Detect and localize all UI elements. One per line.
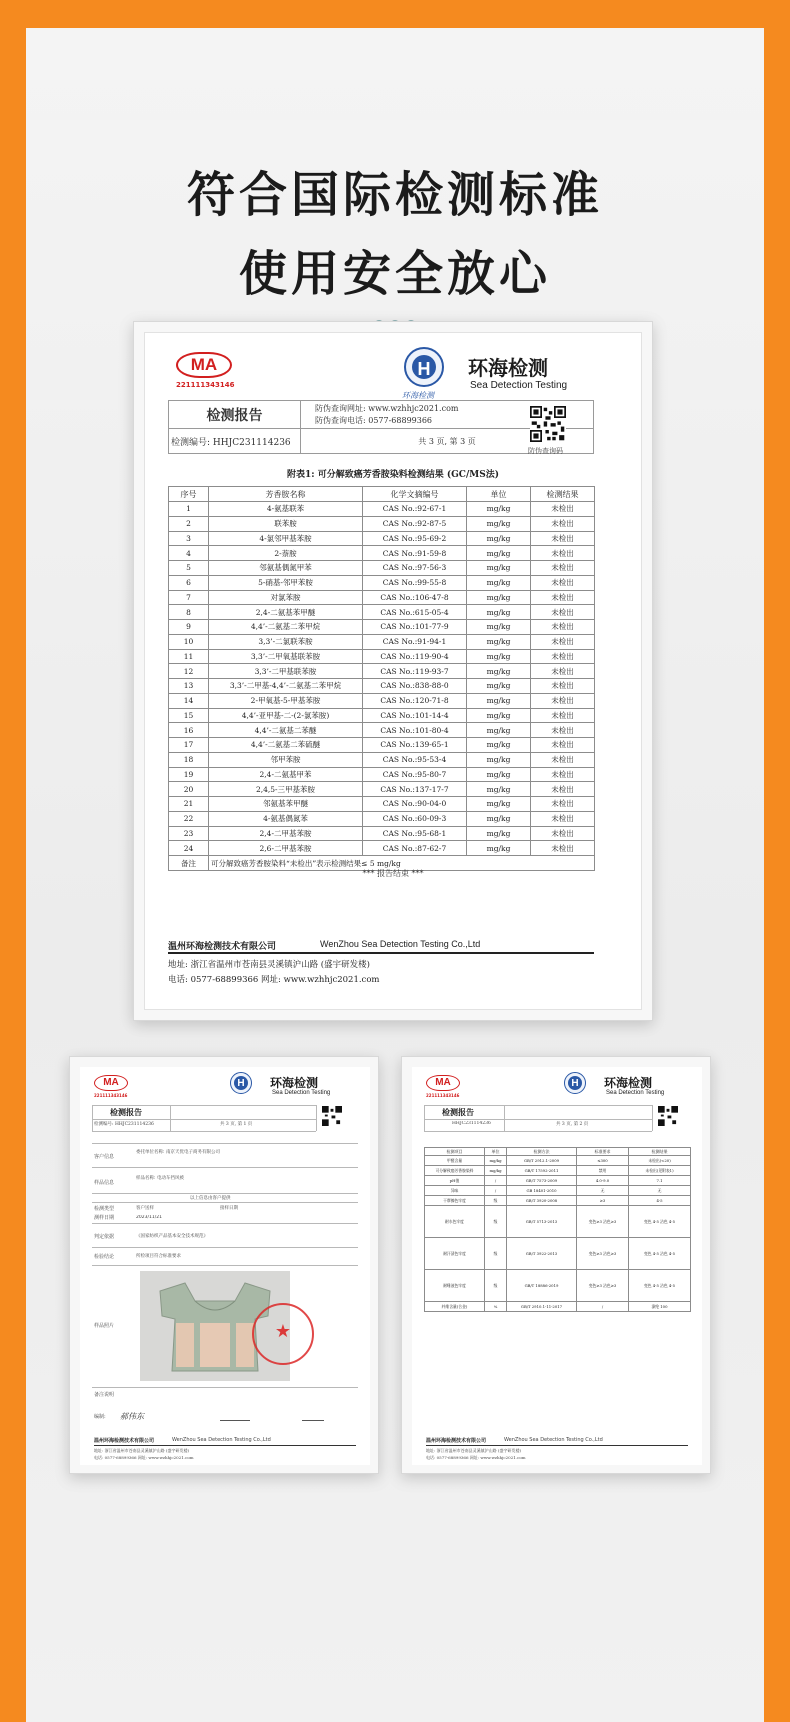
table-row: [169, 752, 595, 767]
right-cell: 变色≥3 沾色≥3: [577, 1238, 629, 1270]
cell-index: 5: [169, 561, 209, 576]
cma-mark-text: MA: [190, 355, 218, 374]
cell-index: 10: [169, 634, 209, 649]
cell-cas: CAS No.:119-93-7: [363, 664, 467, 679]
right-cell: 无: [577, 1186, 629, 1196]
cell-cas: CAS No.:95-69-2: [363, 531, 467, 546]
footer-contact: 电话: 0577-68899366 网址: www.wzhhjc2021.com: [168, 975, 380, 985]
table-row: [169, 693, 595, 708]
right-cell: 变色≥3 沾色≥3: [577, 1270, 629, 1302]
table-row: [169, 531, 595, 546]
cell-index: 7: [169, 590, 209, 605]
cell-result: 未检出: [531, 767, 595, 782]
left-basis-label: 判定依据: [94, 1234, 115, 1240]
left-footer-contact: 电话: 0577-68899366 网址: www.wzhhjc2021.com: [94, 1455, 194, 1460]
right-cell: pH值: [425, 1176, 485, 1186]
cell-unit: mg/kg: [467, 664, 531, 679]
cell-result: 未检出: [531, 723, 595, 738]
right-cell: 未检出(<20): [629, 1156, 691, 1166]
table-row: [169, 767, 595, 782]
cell-index: 19: [169, 767, 209, 782]
cell-cas: CAS No.:87-62-7: [363, 841, 467, 856]
appendix-title: 附表1: 可分解致癌芳香胺染料检测结果 (GC/MS法): [287, 470, 499, 480]
cell-name: 邻氨基偶氮甲苯: [209, 561, 363, 576]
table-row: [169, 826, 595, 841]
cell-name: 4,4’-亚甲基-二-(2-氯苯胺): [209, 708, 363, 723]
left-client-text: 委托单位名称: 南京天优电子商务有限公司: [136, 1150, 220, 1155]
left-cma-logo: MA: [94, 1075, 128, 1091]
cell-index: 20: [169, 782, 209, 797]
right-table-row: [425, 1156, 691, 1166]
cell-name: 4,4’-二氨基二苯硫醚: [209, 738, 363, 753]
cell-index: 9: [169, 620, 209, 635]
cell-cas: CAS No.:91-94-1: [363, 634, 467, 649]
cell-unit: mg/kg: [467, 516, 531, 531]
lab-name-en: Sea Detection Testing: [470, 380, 568, 391]
cell-unit: mg/kg: [467, 620, 531, 635]
col-header-unit: 单位: [467, 487, 531, 502]
cell-cas: CAS No.:60-09-3: [363, 811, 467, 826]
cell-name: 3,3’-二甲基联苯胺: [209, 664, 363, 679]
right-cma-logo: MA: [426, 1075, 460, 1091]
cell-name: 4,4’-二氨基二苯醚: [209, 723, 363, 738]
footer-address: 地址: 浙江省温州市苍南县灵溪镇沪山路 (盛宇研发楼): [168, 960, 370, 970]
right-cell: 变色≥3 沾色≥3: [577, 1206, 629, 1238]
table-row: [169, 811, 595, 826]
col-header-result: 检测结果: [531, 487, 595, 502]
remark-label: 备注: [169, 856, 209, 871]
right-cell: /: [577, 1302, 629, 1312]
remark-text: 可分解致癌芳香胺染料“未检出”表示检测结果≤ 5 mg/kg: [209, 856, 595, 871]
left-remarks-label: 备注说明: [94, 1392, 115, 1398]
cell-result: 未检出: [531, 649, 595, 664]
right-cell: 变色 4-5 沾色 4-5: [629, 1238, 691, 1270]
cell-index: 4: [169, 546, 209, 561]
right-cell: GB/T 2910.1-11-2017: [507, 1302, 577, 1312]
right-table-row: [425, 1206, 691, 1238]
cma-logo: [176, 352, 232, 378]
cell-name: 2-萘胺: [209, 546, 363, 561]
right-cell: ≥3: [577, 1196, 629, 1206]
cell-index: 21: [169, 797, 209, 812]
right-cell: mg/kg: [485, 1156, 507, 1166]
cell-name: 3,3’-二氯联苯胺: [209, 634, 363, 649]
cell-unit: mg/kg: [467, 708, 531, 723]
cell-unit: mg/kg: [467, 752, 531, 767]
right-cell: GB/T 5713-2013: [507, 1206, 577, 1238]
cell-index: 1: [169, 502, 209, 517]
cma-number: 221111343146: [176, 381, 235, 389]
right-cell: GB/T 7573-2009: [507, 1176, 577, 1186]
verify-site: 防伪查询网址: www.wzhhjc2021.com: [315, 403, 459, 413]
right-cell: GB/T 2912.1-2009: [507, 1156, 577, 1166]
right-lab-logo-icon: H: [564, 1072, 586, 1094]
left-report-pages: 共 3 页, 第 1 页: [220, 1122, 253, 1127]
right-report-frame: [401, 1056, 711, 1474]
cell-name: 2,6-二甲基苯胺: [209, 841, 363, 856]
right-footer-company: 温州环海检测技术有限公司: [426, 1438, 487, 1444]
cell-cas: CAS No.:120-71-8: [363, 693, 467, 708]
cell-name: 2,4-二氨基苯甲醚: [209, 605, 363, 620]
cell-unit: mg/kg: [467, 841, 531, 856]
cell-cas: CAS No.:615-05-4: [363, 605, 467, 620]
report-title: 检测报告: [169, 401, 301, 429]
right-cell: 涤纶 100: [629, 1302, 691, 1312]
left-conclusion-label: 检验结论: [94, 1254, 115, 1260]
right-cell: 级: [485, 1238, 507, 1270]
cell-result: 未检出: [531, 797, 595, 812]
left-date-value: 2023/11/21: [136, 1215, 162, 1220]
right-cell: 耐汗渍色牢度: [425, 1238, 485, 1270]
right-col-method: 检测方法: [507, 1148, 577, 1156]
table-row: [169, 502, 595, 517]
right-cell: 级: [485, 1196, 507, 1206]
cell-result: 未检出: [531, 531, 595, 546]
right-footer-contact: 电话: 0577-68899366 网址: www.wzhhjc2021.com: [426, 1455, 526, 1460]
cell-cas: CAS No.:90-04-0: [363, 797, 467, 812]
left-sample-text: 样品名称: 电动车挡风被: [136, 1176, 184, 1181]
cell-unit: mg/kg: [467, 738, 531, 753]
right-cell: GB 18401-2010: [507, 1186, 577, 1196]
right-cell: 耐唾液色牢度: [425, 1270, 485, 1302]
cell-index: 12: [169, 664, 209, 679]
cell-result: 未检出: [531, 620, 595, 635]
left-sign-name: 郝伟东: [120, 1412, 144, 1421]
cell-cas: CAS No.:106-47-8: [363, 590, 467, 605]
cell-result: 未检出: [531, 811, 595, 826]
cell-name: 对氯苯胺: [209, 590, 363, 605]
verify-phone: 防伪查询电话: 0577-68899366: [315, 415, 433, 425]
table-row: [169, 738, 595, 753]
left-report-sheet: [80, 1067, 370, 1465]
cell-result: 未检出: [531, 679, 595, 694]
right-col-result: 检测结果: [629, 1148, 691, 1156]
table-row: [169, 797, 595, 812]
footer-company-en: WenZhou Sea Detection Testing Co.,Ltd: [320, 939, 481, 949]
cell-cas: CAS No.:137-17-7: [363, 782, 467, 797]
table-row: [169, 575, 595, 590]
right-col-item: 检测项目: [425, 1148, 485, 1156]
cell-result: 未检出: [531, 546, 595, 561]
right-cell: 4-5: [629, 1196, 691, 1206]
cell-unit: mg/kg: [467, 811, 531, 826]
right-cell: 变色 4-5 沾色 4-5: [629, 1270, 691, 1302]
cell-name: 4-氨基偶氮苯: [209, 811, 363, 826]
table-row: [169, 605, 595, 620]
cell-result: 未检出: [531, 516, 595, 531]
cell-unit: mg/kg: [467, 797, 531, 812]
right-report-number: HHJC231114236: [452, 1121, 491, 1126]
cell-unit: mg/kg: [467, 767, 531, 782]
report-number: 检测编号: HHJC231114236: [169, 429, 301, 454]
cell-result: 未检出: [531, 693, 595, 708]
cell-unit: mg/kg: [467, 693, 531, 708]
cell-unit: mg/kg: [467, 679, 531, 694]
cell-unit: mg/kg: [467, 605, 531, 620]
right-cell: /: [485, 1186, 507, 1196]
footer-company-cn: 温州环海检测技术有限公司: [168, 942, 277, 952]
left-sign-label: 编制:: [94, 1414, 106, 1420]
cell-index: 8: [169, 605, 209, 620]
cell-unit: mg/kg: [467, 649, 531, 664]
left-section-note: 以上信息由客户提供: [190, 1196, 231, 1201]
cell-name: 4,4’-二氨基二苯甲烷: [209, 620, 363, 635]
right-cell: 未检出(见附表1): [629, 1166, 691, 1176]
cell-result: 未检出: [531, 826, 595, 841]
left-lab-name-cn: 环海检测: [270, 1076, 319, 1090]
left-footer-company: 温州环海检测技术有限公司: [94, 1438, 155, 1444]
cell-cas: CAS No.:99-55-8: [363, 575, 467, 590]
cell-result: 未检出: [531, 575, 595, 590]
right-cell: mg/kg: [485, 1166, 507, 1176]
right-col-unit: 单位: [485, 1148, 507, 1156]
lab-script-name: 环海检测: [402, 391, 434, 400]
right-report-title: 检测报告: [442, 1108, 474, 1117]
cell-unit: mg/kg: [467, 634, 531, 649]
right-cell: GB/T 17592-2011: [507, 1166, 577, 1176]
right-cell: 级: [485, 1206, 507, 1238]
cell-cas: CAS No.:139-65-1: [363, 738, 467, 753]
right-table-row: [425, 1166, 691, 1176]
left-report-title: 检测报告: [110, 1108, 142, 1117]
cell-name: 邻氨基苯甲醚: [209, 797, 363, 812]
report-pages: 共 3 页, 第 3 页: [301, 429, 594, 454]
cell-unit: mg/kg: [467, 575, 531, 590]
right-table-row: [425, 1176, 691, 1186]
cell-result: 未检出: [531, 738, 595, 753]
table-row: [169, 620, 595, 635]
cell-result: 未检出: [531, 752, 595, 767]
cell-index: 23: [169, 826, 209, 841]
cell-index: 22: [169, 811, 209, 826]
cell-result: 未检出: [531, 590, 595, 605]
table-row: [169, 634, 595, 649]
cell-unit: mg/kg: [467, 826, 531, 841]
col-header-name: 芳香胺名称: [209, 487, 363, 502]
cell-cas: CAS No.:95-80-7: [363, 767, 467, 782]
right-lab-name-cn: 环海检测: [604, 1076, 653, 1090]
cell-index: 11: [169, 649, 209, 664]
cell-cas: CAS No.:101-80-4: [363, 723, 467, 738]
cell-index: 15: [169, 708, 209, 723]
cell-index: 14: [169, 693, 209, 708]
cell-unit: mg/kg: [467, 546, 531, 561]
left-cma-number: 221111343146: [94, 1093, 128, 1098]
cell-cas: CAS No.:91-59-8: [363, 546, 467, 561]
right-cell: ≤300: [577, 1156, 629, 1166]
cell-unit: mg/kg: [467, 502, 531, 517]
right-qr-code-icon: [658, 1106, 678, 1126]
table-row: [169, 708, 595, 723]
cell-index: 18: [169, 752, 209, 767]
right-cell: GB/T 18886-2019: [507, 1270, 577, 1302]
cell-name: 联苯胺: [209, 516, 363, 531]
left-lab-logo-icon: H: [230, 1072, 252, 1094]
cell-index: 17: [169, 738, 209, 753]
left-report-number: 检测编号: HHJC231114236: [94, 1122, 154, 1127]
cell-index: 6: [169, 575, 209, 590]
cell-index: 13: [169, 679, 209, 694]
reviewer-signature: [220, 1411, 250, 1421]
right-cell: 7.1: [629, 1176, 691, 1186]
cell-result: 未检出: [531, 782, 595, 797]
right-table-row: [425, 1238, 691, 1270]
cell-unit: mg/kg: [467, 590, 531, 605]
cell-unit: mg/kg: [467, 561, 531, 576]
table-row: [169, 649, 595, 664]
right-cell: 无: [629, 1186, 691, 1196]
table-row: [169, 516, 595, 531]
qr-label: 防伪查询码: [528, 447, 563, 455]
cell-cas: CAS No.:838-88-0: [363, 679, 467, 694]
cell-result: 未检出: [531, 502, 595, 517]
cell-name: 3,3’-二甲基-4,4’-二氨基二苯甲烷: [209, 679, 363, 694]
cell-name: 2-甲氧基-5-甲基苯胺: [209, 693, 363, 708]
table-row: [169, 723, 595, 738]
cell-index: 16: [169, 723, 209, 738]
cell-result: 未检出: [531, 664, 595, 679]
cell-result: 未检出: [531, 634, 595, 649]
cell-name: 2,4,5-三甲基苯胺: [209, 782, 363, 797]
right-cell: %: [485, 1302, 507, 1312]
cell-cas: CAS No.:95-68-1: [363, 826, 467, 841]
left-conclusion-text: 所检项目符合标准要求: [136, 1254, 181, 1259]
cell-name: 2,4-二甲基苯胺: [209, 826, 363, 841]
right-cell: /: [485, 1176, 507, 1186]
left-qr-code-icon: [322, 1106, 342, 1126]
cell-cas: CAS No.:101-14-4: [363, 708, 467, 723]
cell-result: 未检出: [531, 605, 595, 620]
qr-code-icon: [530, 406, 566, 442]
right-cell: GB/T 3922-2013: [507, 1238, 577, 1270]
cell-cas: CAS No.:97-56-3: [363, 561, 467, 576]
right-cell: 4.0-9.0: [577, 1176, 629, 1186]
cell-cas: CAS No.:92-67-1: [363, 502, 467, 517]
cell-index: 24: [169, 841, 209, 856]
table-row: [169, 679, 595, 694]
right-cell: 可分解致癌芳香胺染料: [425, 1166, 485, 1176]
table-header-row: [169, 487, 595, 502]
right-col-limit: 标准要求: [577, 1148, 629, 1156]
left-sample-label: 样品信息: [94, 1180, 115, 1186]
cell-name: 邻甲苯胺: [209, 752, 363, 767]
headline-line-1: 符合国际检测标准: [186, 167, 603, 223]
right-table-row: [425, 1270, 691, 1302]
cell-name: 4-氨基联苯: [209, 502, 363, 517]
footer-divider: [168, 952, 594, 954]
left-type-label: 检测类型: [94, 1206, 115, 1212]
table-row: [169, 841, 595, 856]
lab-logo-icon: H: [404, 347, 444, 387]
right-table-header: [425, 1148, 691, 1156]
right-report-pages: 共 3 页, 第 2 页: [556, 1122, 589, 1127]
table-row: [169, 561, 595, 576]
right-cell: 干摩擦色牢度: [425, 1196, 485, 1206]
col-header-cas: 化学文摘编号: [363, 487, 467, 502]
table-row: [169, 546, 595, 561]
left-basis-text: 《国家纺织产品基本安全技术规范》: [136, 1234, 208, 1239]
report-end-mark: *** 报告结束 ***: [362, 869, 424, 878]
table-row: [169, 590, 595, 605]
left-report-frame: [69, 1056, 379, 1474]
table-row: [169, 664, 595, 679]
right-cell: 异味: [425, 1186, 485, 1196]
left-footer-company-en: WenZhou Sea Detection Testing Co.,Ltd: [172, 1437, 271, 1443]
cell-cas: CAS No.:92-87-5: [363, 516, 467, 531]
right-cell: 变色 4-5 沾色 4-5: [629, 1206, 691, 1238]
left-footer-address: 地址: 浙江省温州市苍南县灵溪镇沪山路 (盛宇研发楼): [94, 1448, 190, 1453]
right-cell: GB/T 3920-2008: [507, 1196, 577, 1206]
right-cell: 耐水色牢度: [425, 1206, 485, 1238]
cell-name: 4-氯邻甲基苯胺: [209, 531, 363, 546]
right-table-row: [425, 1186, 691, 1196]
right-lab-name-en: Sea Detection Testing: [606, 1090, 665, 1096]
right-table-row: [425, 1196, 691, 1206]
approver-signature: [302, 1411, 324, 1421]
cell-unit: mg/kg: [467, 782, 531, 797]
amine-results-table: [168, 486, 595, 871]
left-test-date-label: 测样日期: [94, 1215, 115, 1221]
right-cma-number: 221111343146: [426, 1093, 460, 1098]
stamp-star-icon: ★: [274, 1321, 292, 1342]
right-results-table: [424, 1147, 691, 1312]
left-date-label: 接样日期: [220, 1206, 238, 1211]
main-certificate-frame: [133, 321, 653, 1021]
main-certificate-sheet: [148, 336, 638, 1006]
cell-unit: mg/kg: [467, 531, 531, 546]
cell-index: 3: [169, 531, 209, 546]
right-table-row: [425, 1302, 691, 1312]
cell-cas: CAS No.:101-77-9: [363, 620, 467, 635]
right-footer-company-en: WenZhou Sea Detection Testing Co.,Ltd: [504, 1437, 603, 1443]
left-type-value: 客户送样: [136, 1206, 154, 1211]
cell-cas: CAS No.:95-53-4: [363, 752, 467, 767]
cell-unit: mg/kg: [467, 723, 531, 738]
lab-name-cn: 环海检测: [468, 356, 548, 380]
right-cell: 级: [485, 1270, 507, 1302]
cell-name: 3,3’-二甲氧基联苯胺: [209, 649, 363, 664]
cell-name: 5-硝基-邻甲苯胺: [209, 575, 363, 590]
right-report-sheet: [412, 1067, 702, 1465]
content-panel: [26, 28, 764, 1722]
headline-line-2: 使用安全放心: [238, 246, 551, 302]
cell-result: 未检出: [531, 841, 595, 856]
left-lab-name-en: Sea Detection Testing: [272, 1090, 331, 1096]
left-photo-label: 样品照片: [94, 1323, 115, 1329]
cell-name: 2,4-二氨基甲苯: [209, 767, 363, 782]
cell-result: 未检出: [531, 708, 595, 723]
right-footer-address: 地址: 浙江省温州市苍南县灵溪镇沪山路 (盛宇研发楼): [426, 1448, 522, 1453]
right-cell: 禁用: [577, 1166, 629, 1176]
cell-cas: CAS No.:119-90-4: [363, 649, 467, 664]
col-header-index: 序号: [169, 487, 209, 502]
cell-index: 2: [169, 516, 209, 531]
left-client-label: 客户信息: [94, 1154, 115, 1160]
right-cell: 纤维含量(合金): [425, 1302, 485, 1312]
right-cell: 甲醛含量: [425, 1156, 485, 1166]
cell-result: 未检出: [531, 561, 595, 576]
table-row: [169, 782, 595, 797]
